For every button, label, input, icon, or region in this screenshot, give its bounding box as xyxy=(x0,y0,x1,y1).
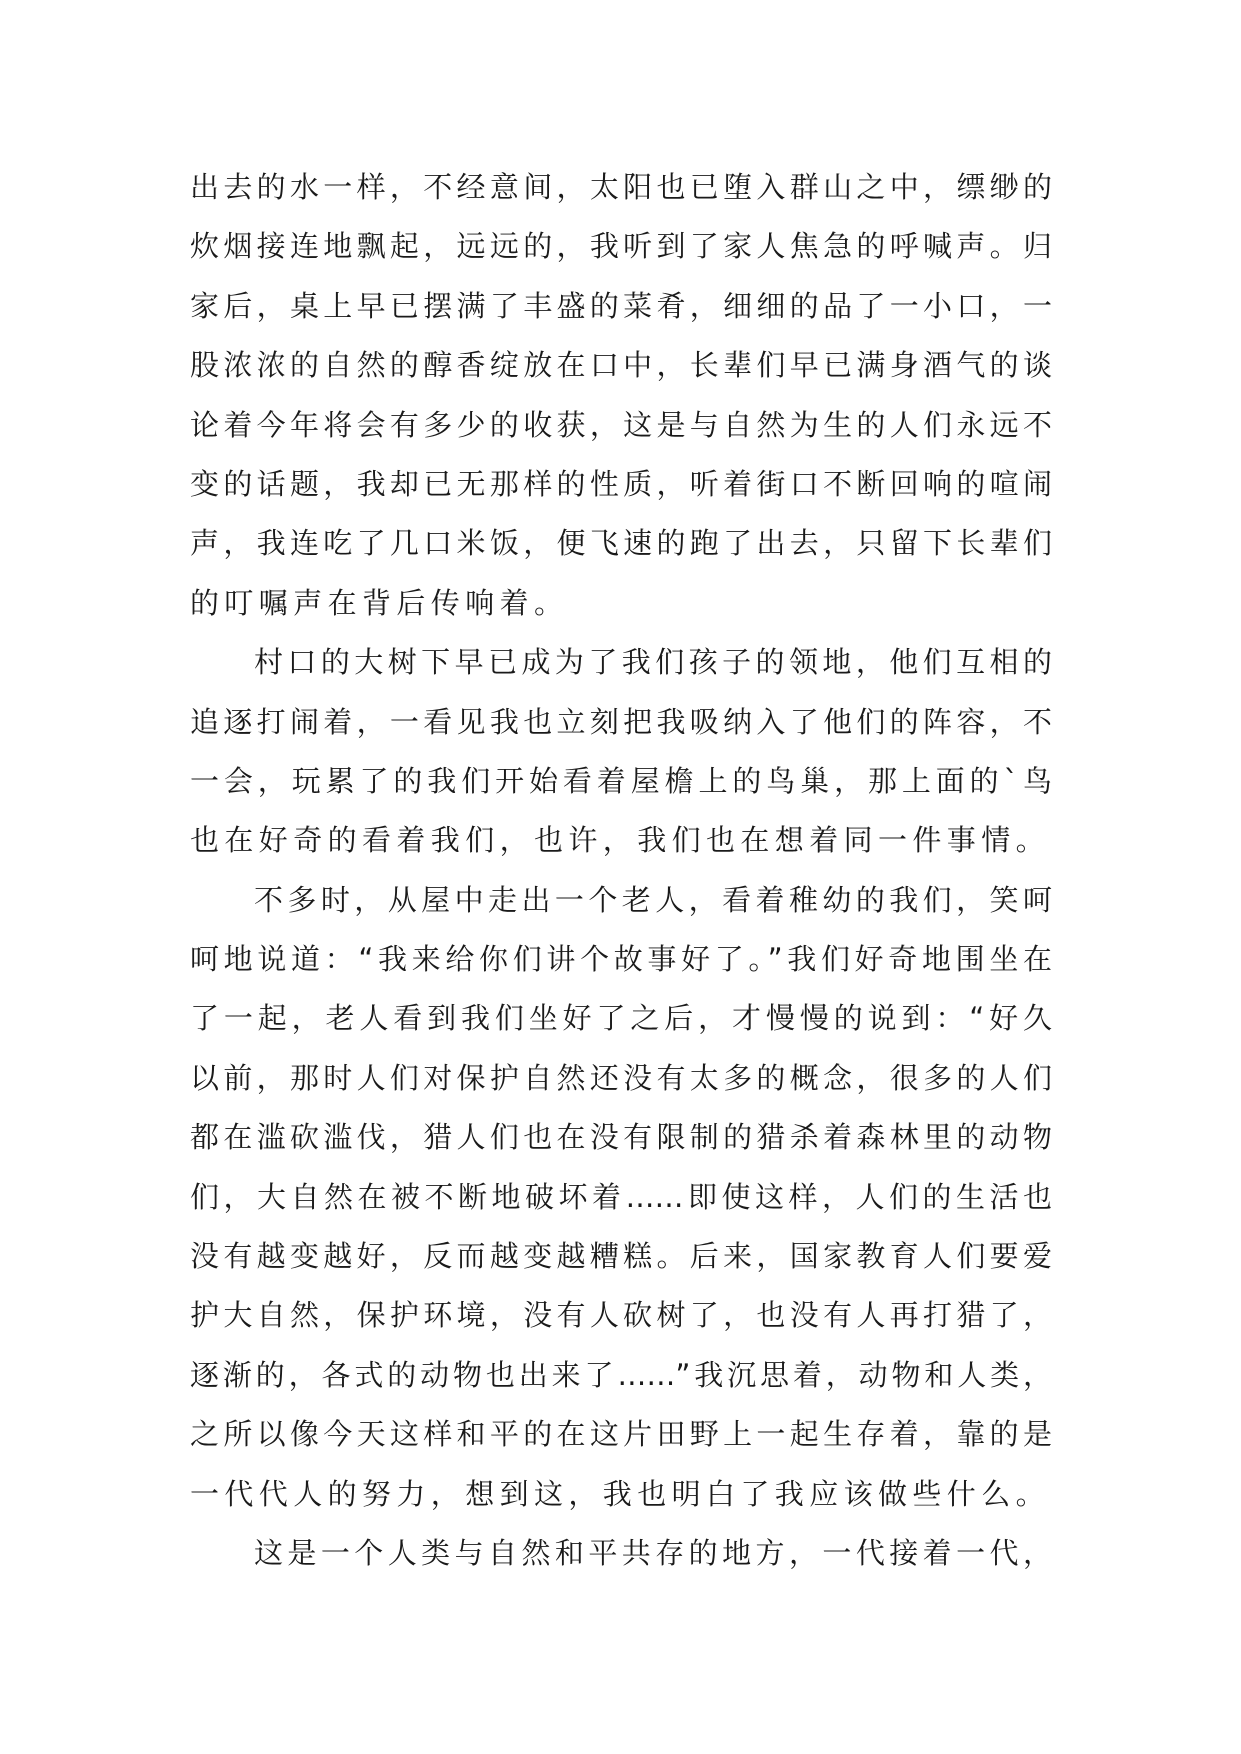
text-line: 的叮嘱声在背后传响着。 xyxy=(190,585,569,620)
text-line: 逐渐的，各式的动物也出来了……”我沉思着，动物和人类， xyxy=(190,1357,1052,1392)
text-line: 变的话题，我却已无那样的性质，听着街口不断回响的喧闹 xyxy=(190,466,1052,501)
text-line: 不多时，从屋中走出一个老人，看着稚幼的我们，笑呵 xyxy=(254,882,1052,917)
text-line: 以前，那时人们对保护自然还没有太多的概念，很多的人们 xyxy=(190,1060,1052,1095)
text-line: 出去的水一样，不经意间，太阳也已堕入群山之中，缥缈的 xyxy=(190,170,1052,204)
text-line: 声，我连吃了几口米饭，便飞速的跑了出去，只留下长辈们 xyxy=(190,526,1052,561)
text-line: 们，大自然在被不断地破坏着……即使这样，人们的生活也 xyxy=(190,1179,1052,1214)
text-line: 一代代人的努力，想到这，我也明白了我应该做些什么。 xyxy=(190,1476,1051,1511)
document-body xyxy=(190,158,1052,1583)
text-line: 追逐打闹着，一看见我也立刻把我吸纳入了他们的阵容，不 xyxy=(190,704,1052,739)
text-line: 这是一个人类与自然和平共存的地方，一代接着一代， xyxy=(254,1535,1052,1570)
text-line: 论着今年将会有多少的收获，这是与自然为生的人们永远不 xyxy=(190,407,1052,442)
text-line: 呵地说道：“我来给你们讲个故事好了。”我们好奇地围坐在 xyxy=(190,942,1052,977)
text-line: 之所以像今天这样和平的在这片田野上一起生存着，靠的是 xyxy=(190,1417,1052,1452)
text-line: 了一起，老人看到我们坐好了之后，才慢慢的说到：“好久 xyxy=(190,1001,1052,1036)
text-line: 没有越变越好，反而越变越糟糕。后来，国家教育人们要爱 xyxy=(190,1239,1052,1274)
text-line: 炊烟接连地飘起，远远的，我听到了家人焦急的呼喊声。归 xyxy=(190,229,1052,264)
text-line: 也在好奇的看着我们，也许，我们也在想着同一件事情。 xyxy=(190,823,1051,858)
text-line: 一会，玩累了的我们开始看着屋檐上的鸟巢，那上面的`鸟 xyxy=(190,763,1052,798)
text-line: 股浓浓的自然的醇香绽放在口中，长辈们早已满身酒气的谈 xyxy=(190,348,1052,383)
text-line: 村口的大树下早已成为了我们孩子的领地，他们互相的 xyxy=(254,645,1052,680)
text-line: 都在滥砍滥伐，猎人们也在没有限制的猎杀着森林里的动物 xyxy=(190,1120,1052,1155)
text-line: 护大自然，保护环境，没有人砍树了，也没有人再打猎了， xyxy=(190,1298,1052,1333)
text-line: 家后，桌上早已摆满了丰盛的菜肴，细细的品了一小口，一 xyxy=(190,288,1052,323)
